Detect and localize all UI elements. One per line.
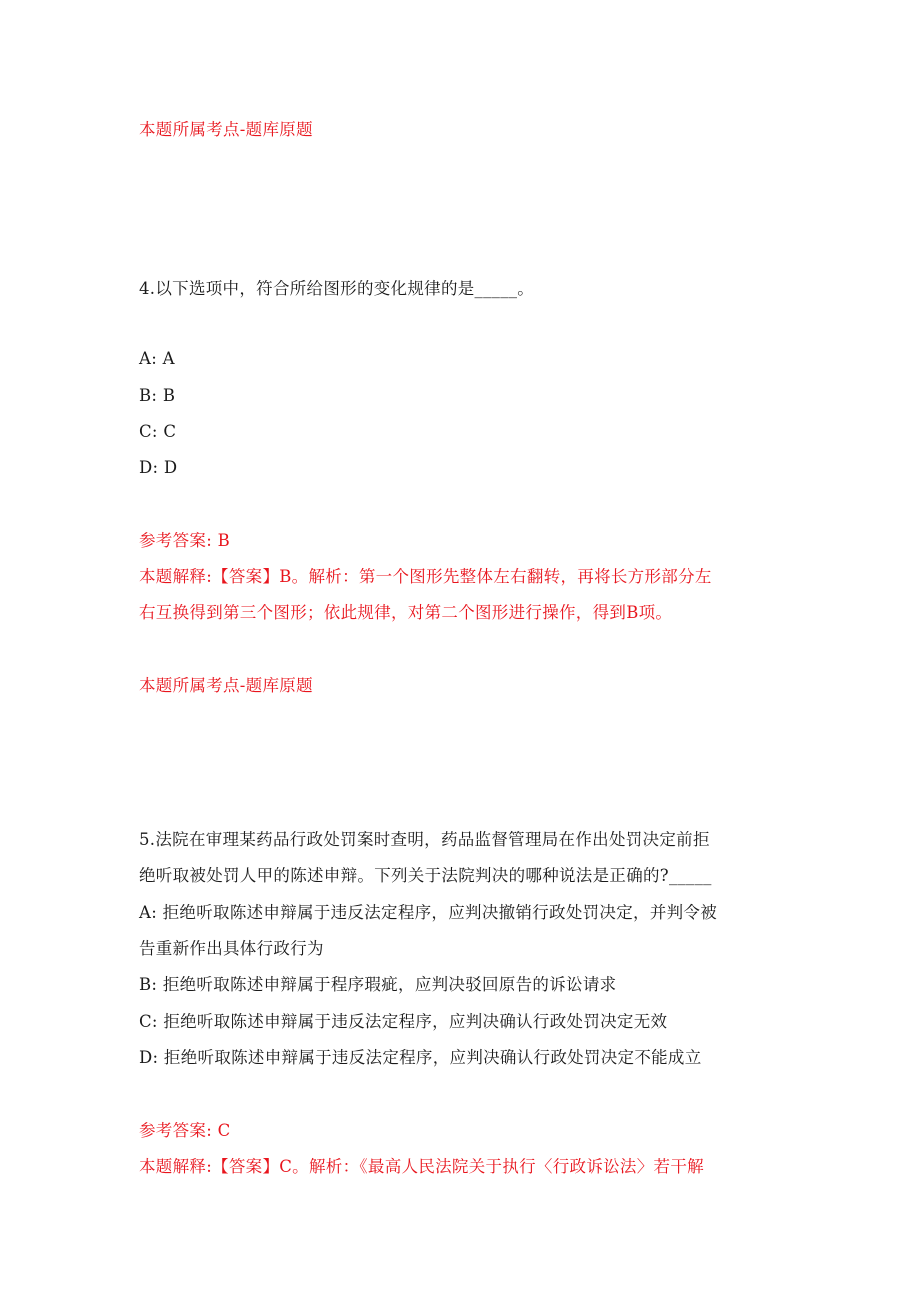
- q5-option-a-line-2: 告重新作出具体行政行为: [139, 939, 324, 958]
- q4-option-a: A: A: [139, 349, 175, 368]
- q5-option-b: B: 拒绝听取陈述申辩属于程序瑕疵，应判决驳回原告的诉讼请求: [139, 975, 617, 994]
- q5-answer: 参考答案: C: [139, 1121, 231, 1140]
- q4-explanation-line-2: 右互换得到第三个图形；依此规律，对第二个图形进行操作，得到B项。: [139, 603, 673, 622]
- q5-option-d: D: 拒绝听取陈述申辩属于违反法定程序，应判决确认行政处罚决定不能成立: [139, 1048, 702, 1067]
- q5-option-a-line-1: A: 拒绝听取陈述申辩属于违反法定程序，应判决撤销行政处罚决定，并判令被: [139, 903, 718, 922]
- q5-stem-line-2: 绝听取被处罚人甲的陈述申辩。下列关于法院判决的哪种说法是正确的?_____: [139, 866, 712, 885]
- q5-stem-line-1: 5.法院在审理某药品行政处罚案时查明，药品监督管理局在作出处罚决定前拒: [139, 830, 710, 849]
- q4-explanation-line-1: 本题解释:【答案】B。解析：第一个图形先整体左右翻转，再将长方形部分左: [139, 567, 712, 586]
- q4-answer: 参考答案: B: [139, 531, 231, 550]
- q4-stem: 4.以下选项中，符合所给图形的变化规律的是_____。: [139, 279, 535, 298]
- q5-option-c: C: 拒绝听取陈述申辩属于违反法定程序，应判决确认行政处罚决定无效: [139, 1012, 668, 1031]
- q4-option-c: C: C: [139, 422, 177, 441]
- q5-explanation-line-1: 本题解释:【答案】C。解析：《最高人民法院关于执行〈行政诉讼法〉若干解: [139, 1157, 704, 1176]
- q3-topic: 本题所属考点-题库原题: [139, 120, 313, 139]
- q4-option-d: D: D: [139, 458, 178, 477]
- q4-topic: 本题所属考点-题库原题: [139, 676, 313, 695]
- q4-option-b: B: B: [139, 386, 176, 405]
